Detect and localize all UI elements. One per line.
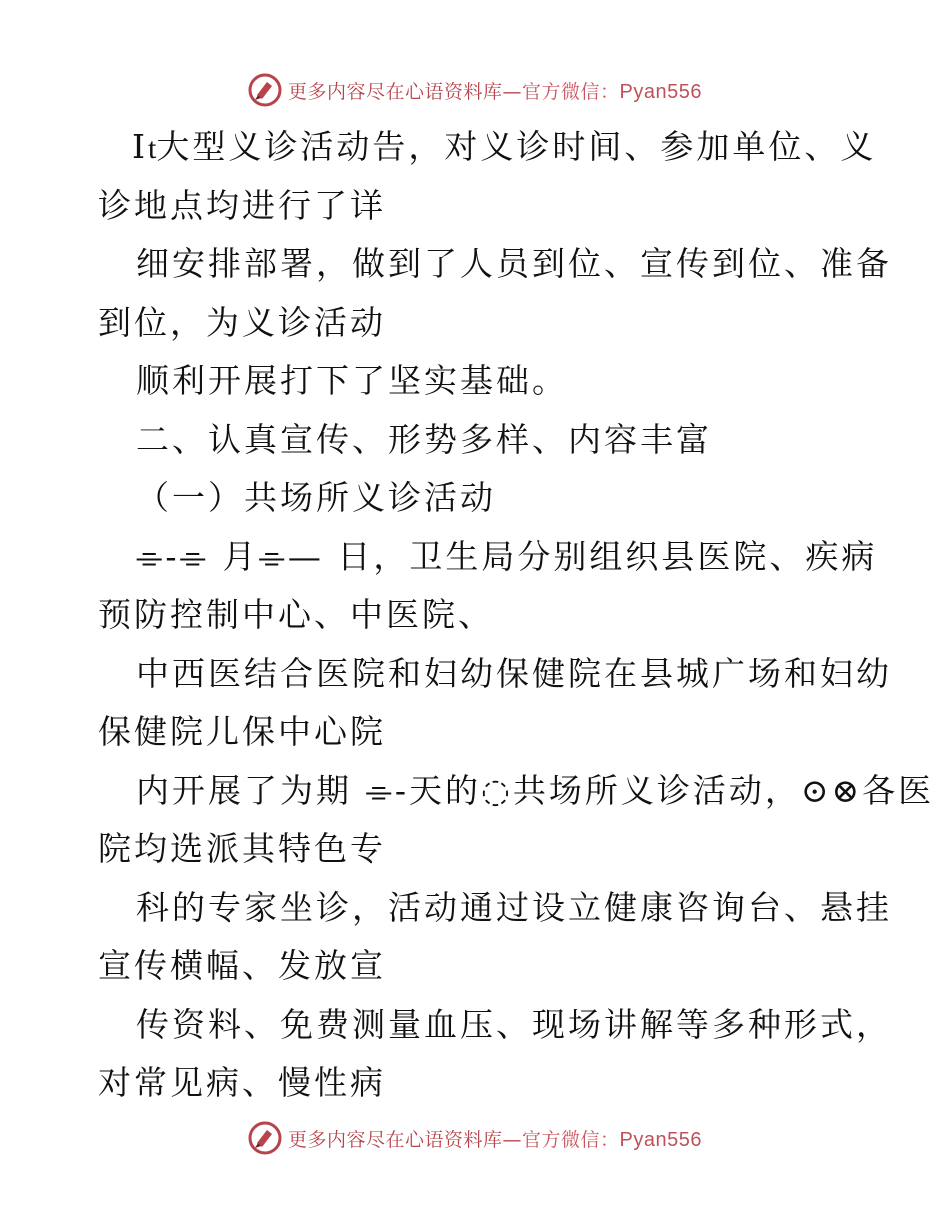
paragraph-line: 中西医结合医院和妇幼保健院在县城广场和妇幼 [136,653,892,693]
paragraph-line: 预防控制中心、中医院、 [98,595,494,634]
paragraph-line: 顺利开展打下了坚实基础。 [136,361,568,400]
paragraph-line: 传资料、免费测量血压、现场讲解等多种形式， [136,1004,892,1044]
subsection-heading: （一）共场所义诊活动 [136,478,496,517]
paragraph-line: 细安排部署，做到了人员到位、宣传到位、准备 [136,244,892,283]
watermark-text: 更多内容尽在心语资料库—官方微信：Pyan556 [288,80,702,103]
header-watermark [0,70,950,110]
paragraph-line: 宣传横幅、发放宣 [98,946,386,985]
paragraph-line: ⌯-⌯ 月⌯— 日，卫生局分别组织县医院、疾病 [136,536,878,576]
paragraph-line: 保健院儿保中心院 [98,712,386,751]
paragraph-line: 科的专家坐诊，活动通过设立健康咨询台、悬挂 [136,887,892,927]
document-body [98,118,935,1113]
section-heading: 二、认真宣传、形势多样、内容丰富 [136,419,712,459]
paragraph-line: 到位，为义诊活动 [98,302,386,342]
paragraph-line: 内开展了为期 ⌯-天的◌共场所义诊活动，⊙⊗各医 [136,770,935,810]
watermark-text: 更多内容尽在心语资料库—官方微信：Pyan556 [288,1128,702,1151]
paragraph-line: It大型义诊活动告，对义诊时间、参加单位、义 [132,127,877,166]
stamp-logo-icon [248,1121,282,1155]
paragraph-line: 诊地点均进行了详 [98,185,386,225]
footer-watermark [0,1118,950,1158]
paragraph-line: 对常见病、慢性病 [98,1063,386,1102]
stamp-logo-icon [248,73,282,107]
paragraph-line: 院均选派其特色专 [98,829,386,868]
